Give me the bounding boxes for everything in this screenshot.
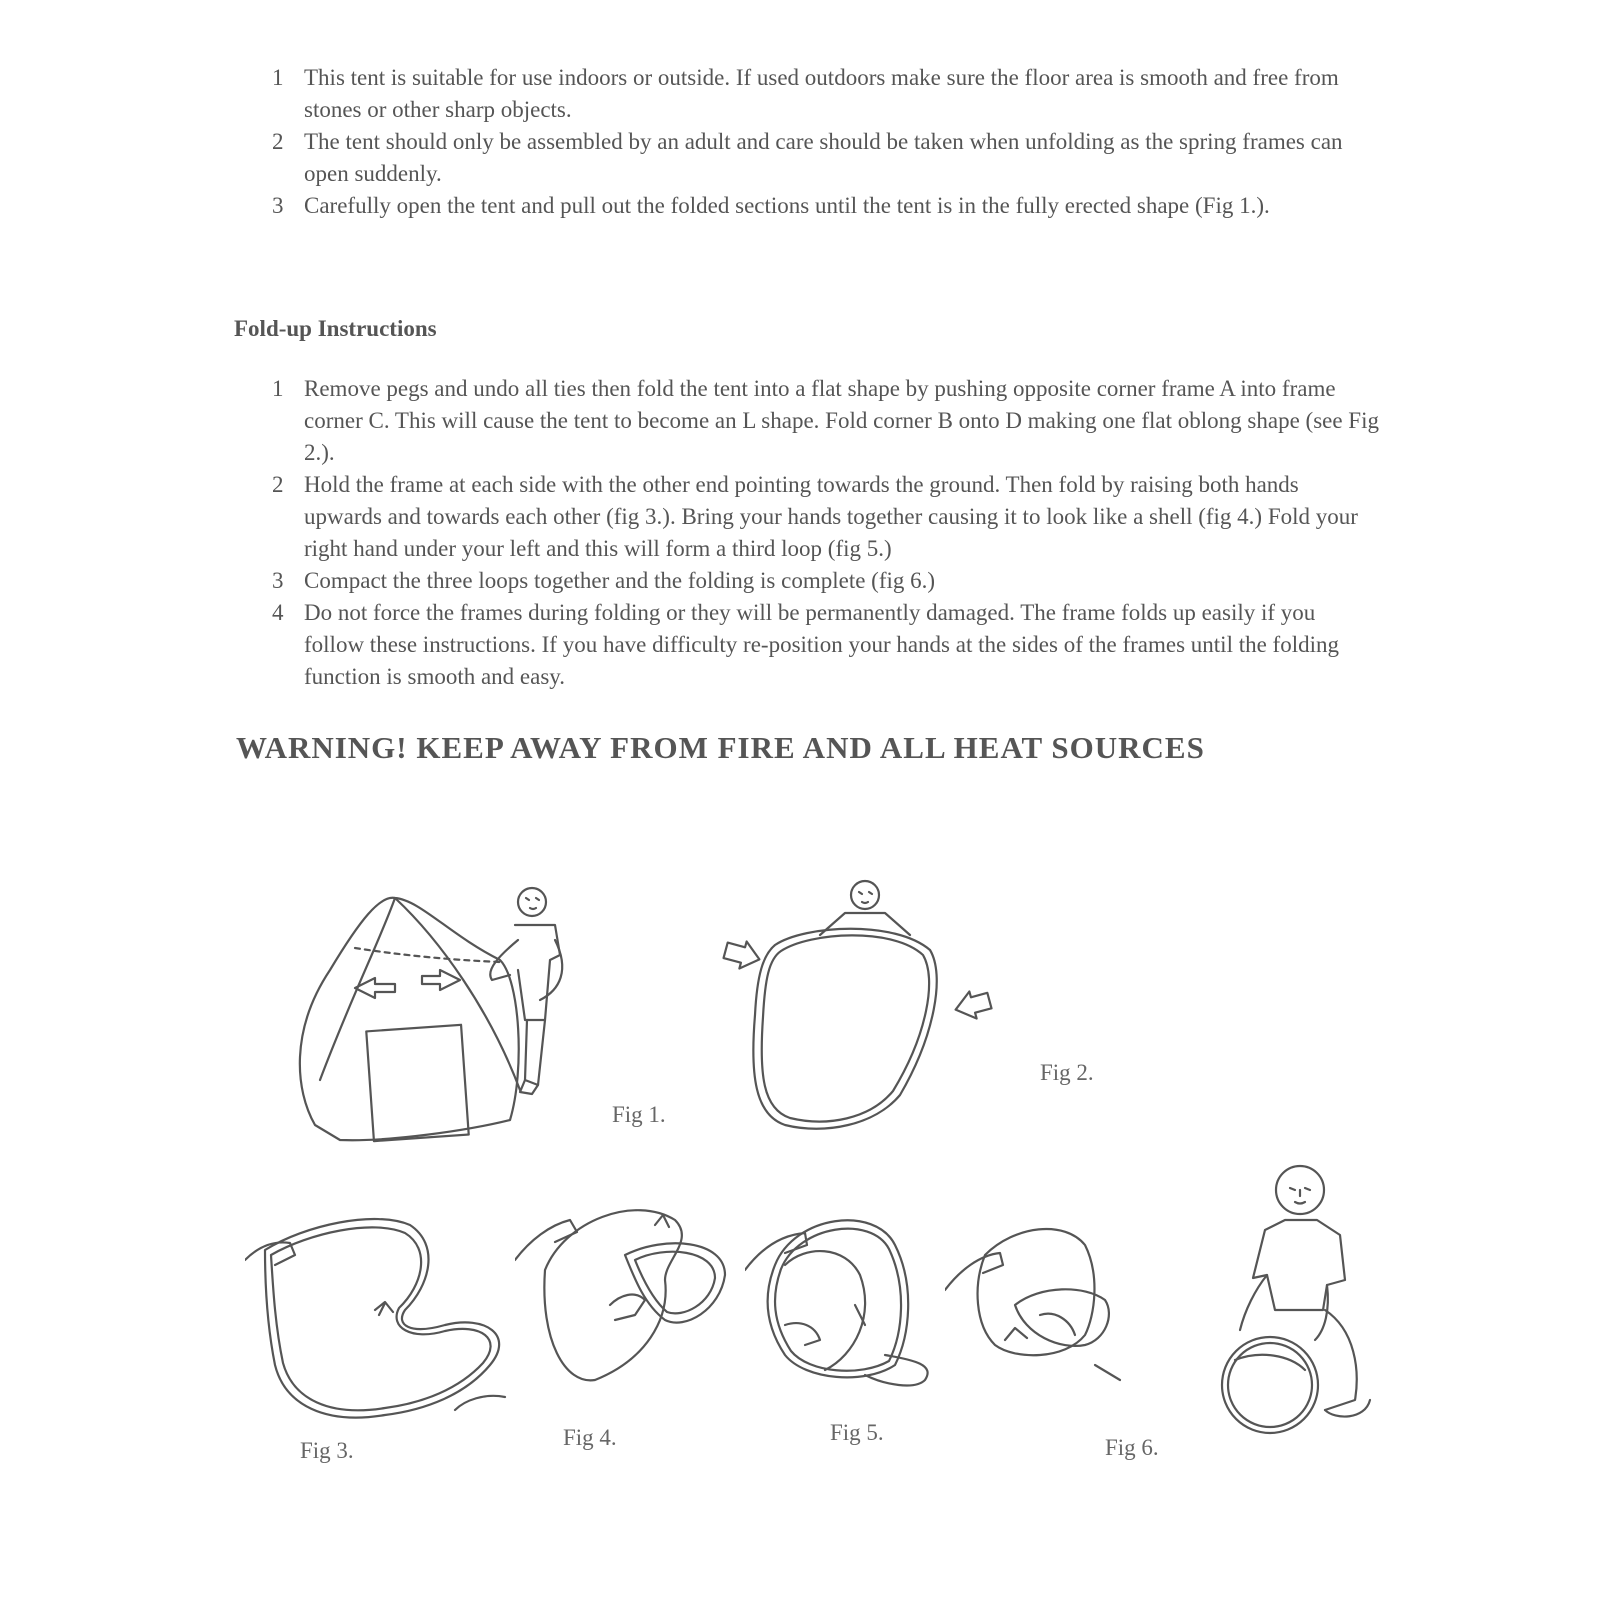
list-item [260,373,1380,469]
figure-caption: Fig 1. [612,1102,666,1127]
item-text: Do not force the frames during folding or they will be permanently damaged. The frame folds up easily if you follow these instructions. If you have difficulty re-position your hands at the sides of the frames until the folding function is smooth and easy. [304,600,1339,689]
fold-up-instructions-list [260,373,1380,693]
item-number: 2 [272,472,284,497]
fold-step-one-illustration [245,1215,515,1430]
fold-up-heading: Fold-up Instructions [234,316,437,341]
list-item [260,62,1380,126]
figure-caption: Fig 3. [300,1438,354,1463]
figure-caption: Fig 6. [1105,1435,1159,1460]
kneeling-child-illustration [1205,1160,1385,1440]
item-text: Carefully open the tent and pull out the folded sections until the tent is in the fully erected shape (Fig 1.). [304,193,1270,218]
figure-caption: Fig 4. [563,1425,617,1450]
list-item [260,565,1380,597]
fold-step-two-illustration [515,1200,745,1400]
tent-child-illustration [270,880,600,1160]
figure-caption: Fig 2. [1040,1060,1094,1085]
setup-instructions-list [260,62,1380,222]
item-number: 4 [272,600,284,625]
list-item [260,126,1380,190]
item-text: Hold the frame at each side with the other end pointing towards the ground. Then fold by raising both hands upwards and towards each other (fig 3.). Bring your hands together causing it to look like a shell (fig 4.) Fold your right hand under your left and this will form a third loop (fig 5.) [304,472,1358,561]
figure-caption: Fig 5. [830,1420,884,1445]
item-text: The tent should only be assembled by an adult and care should be taken when unfolding as the spring frames can open suddenly. [304,129,1343,186]
item-number: 2 [272,129,284,154]
fold-step-three-illustration [745,1205,945,1395]
list-item [260,597,1380,693]
item-number: 1 [272,376,284,401]
item-number: 1 [272,65,284,90]
item-number: 3 [272,568,284,593]
fire-warning: WARNING! KEEP AWAY FROM FIRE AND ALL HEAT SOURCES [236,730,1205,765]
fold-step-four-illustration [945,1215,1125,1385]
item-number: 3 [272,193,284,218]
item-text: This tent is suitable for use indoors or outside. If used outdoors make sure the floor area is smooth and free from stones or other sharp objects. [304,65,1339,122]
item-text: Remove pegs and undo all ties then fold the tent into a flat shape by pushing opposite corner frame A into frame corner C. This will cause the tent to become an L shape. Fold corner B onto D making one flat oblong shape (see Fig 2.). [304,376,1379,465]
item-text: Compact the three loops together and the folding is complete (fig 6.) [304,568,936,593]
list-item [260,190,1380,222]
list-item [260,469,1380,565]
flat-frame-illustration [715,875,1015,1155]
